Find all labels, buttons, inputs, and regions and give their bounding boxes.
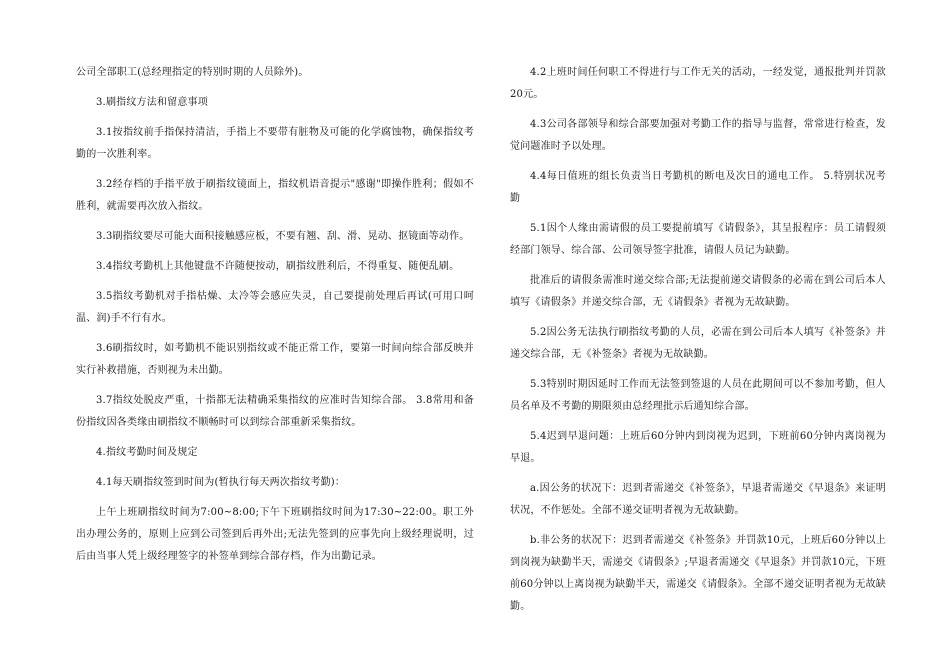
paragraph: 5.4迟到早退问题：上班后60分钟内到岗视为迟到，下班前60分钟内离岗视为早退。 [510,431,886,464]
paragraph: 公司全部职工(总经理指定的特别时期的人员除外)。 [76,67,309,78]
paragraph: 3.3刷指纹要尽可能大面积接触感应板，不要有翘、刮、滑、晃动、抠镜面等动作。 [96,231,470,242]
paragraph: 4.4每日值班的组长负责当日考勤机的断电及次日的通电工作。 5.特别状况考勤 [510,171,886,204]
paragraph: 4.3公司各部领导和综合部要加强对考勤工作的指导与监督，常常进行检查，发觉问题准时予以处理。 [510,119,886,152]
paragraph: 上午上班刷指纹时间为7:00~8:00;下午下班刷指纹时间为17:30~22:00。职工外出办理公务的，原则上应到公司签到后再外出;无法先签到的应事先向上级经理说明，过后由当事人凭上级经理签字的补签单到综合部存档，作为出勤记录。 [76,507,474,562]
paragraph: a.因公务的状况下：迟到者需递交《补签条》，早退者需递交《早退条》来证明状况，不作惩处。全部不递交证明者视为无故缺勤。 [510,483,886,516]
paragraph: 4.2上班时间任何职工不得进行与工作无关的活动，一经发觉，通报批判并罚款20元。 [510,67,886,100]
paragraph: 3.1按指纹前手指保持清洁，手指上不要带有脏物及可能的化学腐蚀物，确保指纹考勤的一次胜利率。 [76,127,474,160]
paragraph: 3.7指纹处脱皮严重，十指都无法精确采集指纹的应准时告知综合部。 3.8常用和备份指纹因各类缘由刷指纹不顺畅时可以到综合部重新采集指纹。 [76,395,474,428]
left-column [76,62,474,576]
paragraph: 3.2经存档的手指平放于刷指纹镜面上，指纹机语音提示"感谢"即操作胜利；假如不胜利，就需要再次放入指纹。 [76,179,474,212]
paragraph: 4.1每天刷指纹签到时间为(暂执行每天两次指纹考勤)： [96,477,346,488]
paragraph: b.非公务的状况下：迟到者需递交《补签条》并罚款10元，上班后60分钟以上到岗视为缺勤半天，需递交《请假条》;早退者需递交《早退条》并罚款10元，下班前60分钟以上离岗视为缺勤半天，需递交《请假条》。全部不递交证明者视为无故缺勤。 [510,535,886,612]
paragraph: 批准后的请假条需准时递交综合部;无法提前递交请假条的必需在到公司后本人填写《请假条》并递交综合部，无《请假条》者视为无故缺勤。 [510,275,886,308]
section-heading: 3.刷指纹方法和留意事项 [96,97,208,108]
paragraph: 5.3特别时期因延时工作而无法签到签退的人员在此期间可以不参加考勤，但人员名单及不考勤的期限须由总经理批示后通知综合部。 [510,379,886,412]
paragraph: 5.1因个人缘由需请假的员工要提前填写《请假条》，其呈报程序：员工请假须经部门领导、综合部、公司领导签字批准，请假人员记为缺勤。 [510,223,886,256]
paragraph: 3.6刷指纹时，如考勤机不能识别指纹或不能正常工作，要第一时间向综合部反映并实行补救措施，否则视为未出勤。 [76,343,474,376]
section-heading: 4.指纹考勤时间及规定 [96,447,198,458]
right-column [510,62,886,626]
paragraph: 5.2因公务无法执行刷指纹考勤的人员，必需在到公司后本人填写《补签条》并递交综合部，无《补签条》者视为无故缺勤。 [510,327,886,360]
paragraph: 3.4指纹考勤机上其他键盘不许随便按动，刷指纹胜利后，不得重复、随便乱刷。 [96,261,460,272]
paragraph: 3.5指纹考勤机对手指枯燥、太冷等会感应失灵，自己要提前处理后再试(可用口呵温、润)手不行有水。 [76,291,474,324]
